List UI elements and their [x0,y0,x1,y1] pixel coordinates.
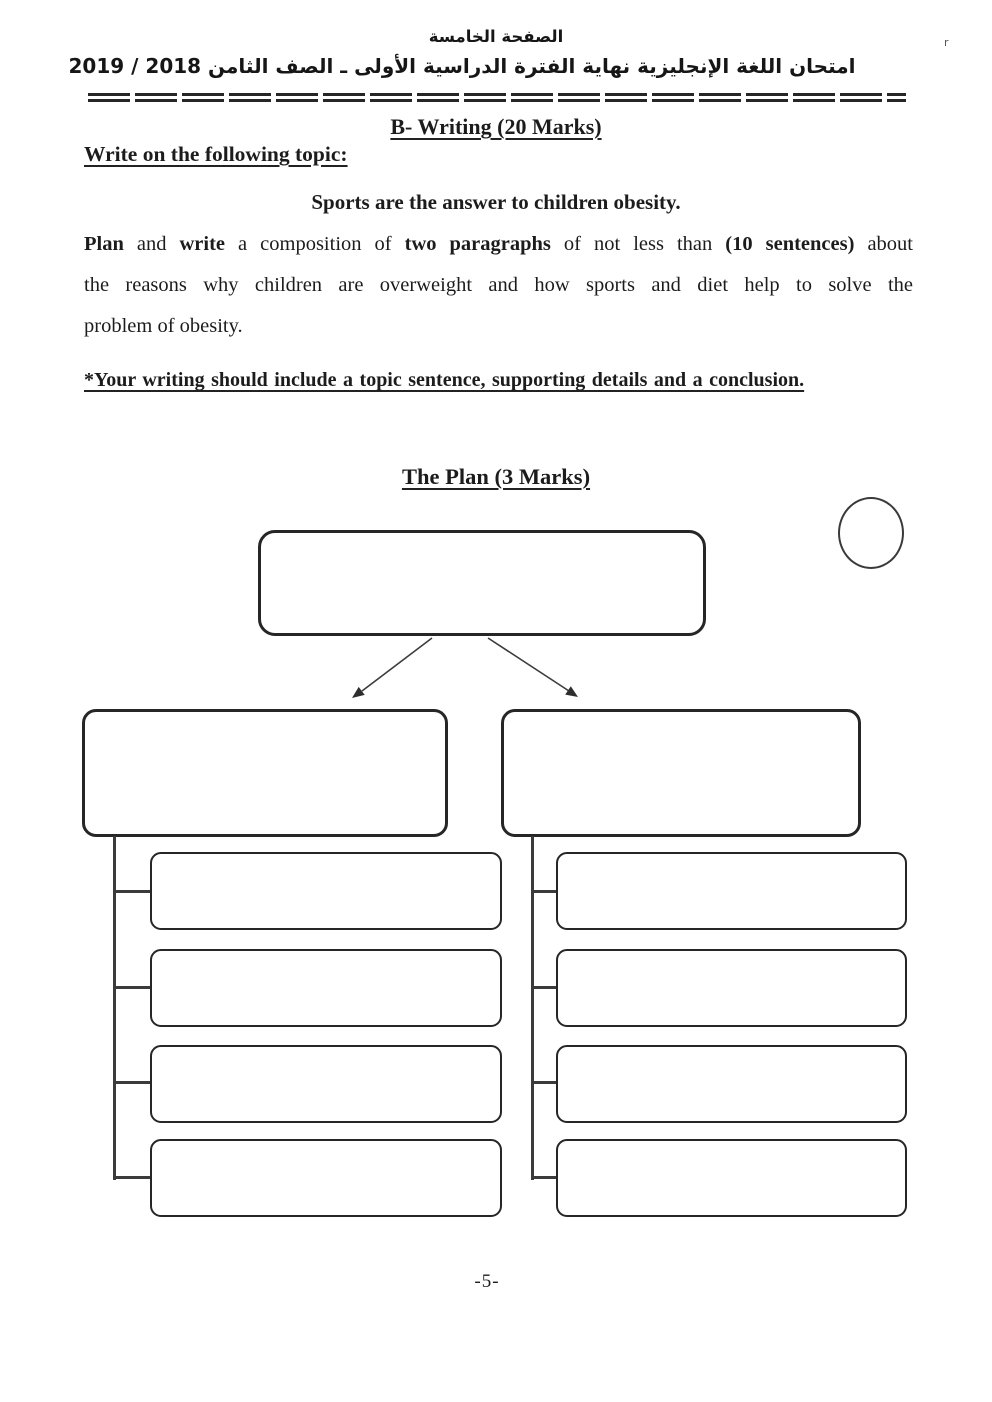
plan-left-connector-line [113,836,116,1180]
header-page-title-arabic: الصفحة الخامسة [428,27,564,46]
scan-artifact-mark: r [944,36,949,49]
instructions-text: about [854,233,913,255]
instructions-bold-plan: Plan [84,233,124,255]
page-number: -5- [474,1271,500,1292]
marks-circle [838,497,904,569]
instructions-text: and [123,233,180,255]
plan-left-branch-2 [113,986,151,989]
topic-label-text: Write on the following topic: [84,142,348,166]
plan-right-branch-2 [531,986,557,989]
instructions-line-1 [84,224,913,265]
plan-right-sub-box-3 [556,1045,907,1123]
instructions-text: a composition of [225,233,405,255]
section-title [0,114,992,140]
writing-note [84,369,804,392]
plan-right-sub-box-1 [556,852,907,930]
plan-right-branch-4 [531,1176,557,1179]
plan-right-branch-3 [531,1081,557,1084]
arrow-down-right-icon [488,638,578,697]
arrow-down-left-icon [352,638,432,698]
plan-right-connector-line [531,836,534,1180]
instructions-line-2: the reasons why children are overweight and how sports and diet help to solve the [84,274,913,296]
topic-title: Sports are the answer to children obesity. [311,190,681,214]
instructions-text: of not less than [550,233,726,255]
plan-left-sub-box-1 [150,852,502,930]
instructions-line-3: problem of obesity. [84,315,243,337]
header-separator-line [88,93,906,103]
plan-title-text: The Plan (3 Marks) [401,464,591,489]
plan-left-sub-box-2 [150,949,502,1027]
plan-right-sub-box-4 [556,1139,907,1217]
instructions-paragraph [84,224,913,347]
plan-left-sub-box-4 [150,1139,502,1217]
instructions-bold-two-paragraphs: two paragraphs [404,233,551,255]
instructions-bold-10-sentences: (10 sentences) [725,233,855,255]
plan-left-sub-box-3 [150,1045,502,1123]
section-title-text: B- Writing (20 Marks) [390,114,602,139]
plan-right-branch-1 [531,890,557,893]
plan-title [0,464,992,490]
plan-left-branch-1 [113,890,151,893]
header-exam-title-arabic: امتحان اللغة الإنجليزية نهاية الفترة الدراسية الأولى ـ الصف الثامن 2018 / 2019 [68,54,856,78]
plan-top-box [258,530,706,636]
plan-left-branch-3 [113,1081,151,1084]
plan-right-sub-box-2 [556,949,907,1027]
topic-label [84,142,348,167]
writing-note-text: *Your writing should include a topic sentence, supporting details and a conclusion. [84,369,805,391]
plan-right-main-box [501,709,861,837]
plan-left-main-box [82,709,448,837]
instructions-bold-write: write [179,233,226,255]
plan-left-branch-4 [113,1176,151,1179]
